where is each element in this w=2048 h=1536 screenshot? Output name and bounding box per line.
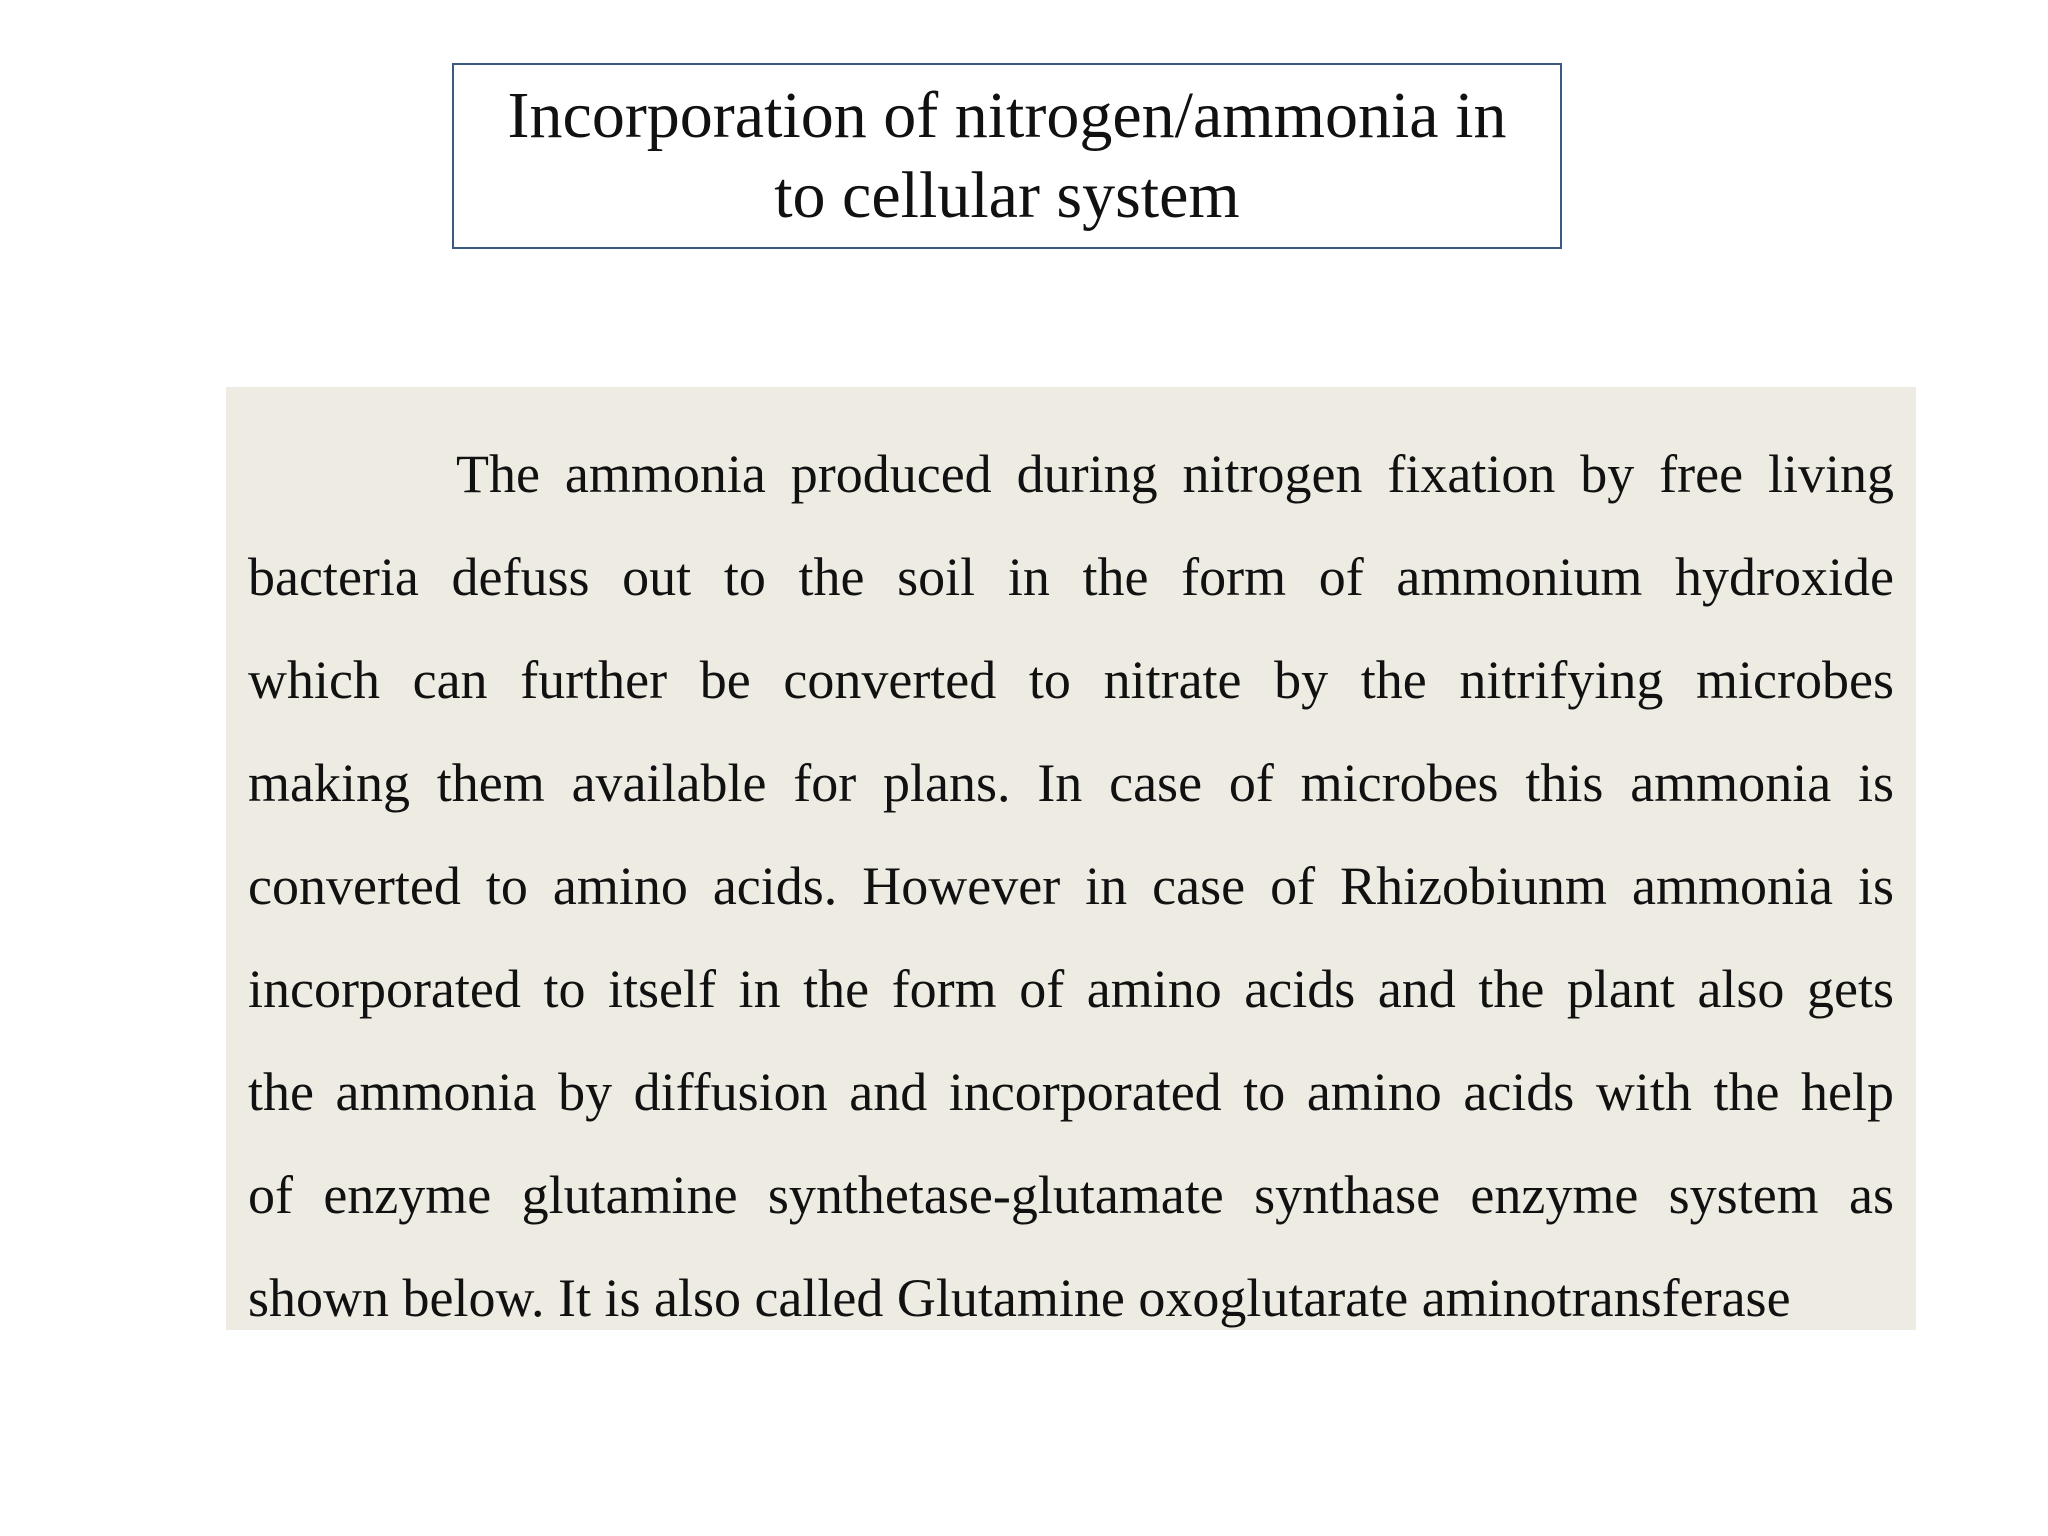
slide-title-line-2: to cellular system: [774, 159, 1240, 232]
body-line-8: of enzyme glutamine synthetase-glutamate synthase enzyme system as: [248, 1165, 1894, 1225]
body-line-3: which can further be converted to nitrate by the nitrifying microbes: [248, 650, 1894, 710]
body-line-1: The ammonia produced during nitrogen fixation by free living: [456, 444, 1894, 504]
body-line-5: converted to amino acids. However in case of Rhizobiunm ammonia is: [248, 856, 1894, 916]
body-line-4: making them available for plans. In case of microbes this ammonia is: [248, 753, 1894, 813]
body-line-7: the ammonia by diffusion and incorporated to amino acids with the help: [248, 1062, 1894, 1122]
body-text-box: [226, 387, 1916, 1330]
slide-title-line-1: Incorporation of nitrogen/ammonia in: [507, 79, 1507, 152]
body-line-9: shown below. It is also called Glutamine oxoglutarate aminotransferase: [248, 1268, 1791, 1328]
title-box: [452, 63, 1562, 249]
body-line-2: bacteria defuss out to the soil in the form of ammonium hydroxide: [248, 547, 1894, 607]
body-line-6: incorporated to itself in the form of amino acids and the plant also gets: [248, 959, 1894, 1019]
